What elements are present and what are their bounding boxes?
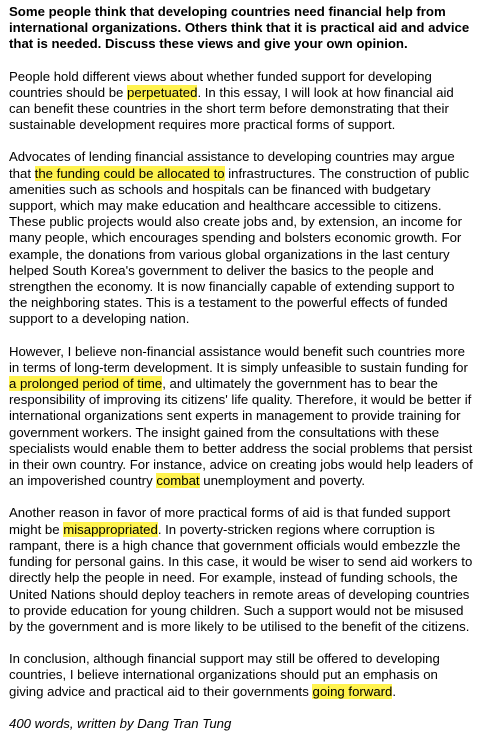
paragraph-introduction xyxy=(9,69,473,134)
text-run: unemployment and poverty. xyxy=(199,473,366,489)
text-run: People hold different views about whether funded support for developing countries should be xyxy=(9,68,432,100)
paragraph-body-2 xyxy=(9,344,473,490)
highlighted-phrase: perpetuated xyxy=(127,84,198,100)
paragraph-body-1 xyxy=(9,149,473,327)
text-run: . xyxy=(392,683,397,699)
text-run: Advocates of lending financial assistance to developing countries may argue that xyxy=(9,149,455,181)
text-run: Another reason in favor of more practical forms of aid is that funded support might be xyxy=(9,505,451,537)
text-run: However, I believe non-financial assistance would benefit such countries more in terms of long-term development. It is simply unfeasible to sustain funding for xyxy=(9,343,468,375)
text-run: , and ultimately the government has to bear the responsibility of improving its citizens' life quality. Therefore, it would be better if international organizations sent experts in management to provide training for government workers. The insight gained from the consultations with these specialists would enable them to better address the social problems that persist in their own country. For instance, advice on creating jobs would help leaders of an impoverished country xyxy=(9,376,473,489)
byline: 400 words, written by Dang Tran Tung xyxy=(9,715,232,731)
highlighted-phrase: combat xyxy=(156,473,200,489)
highlighted-phrase: going forward xyxy=(312,683,393,699)
highlighted-phrase: the funding could be allocated to xyxy=(34,165,225,181)
paragraph-body-3 xyxy=(9,505,473,635)
text-run: . In this essay, I will look at how financial aid can benefit these countries in the short term before demonstrating that their sustainable development requires more practical forms of support. xyxy=(9,84,454,133)
essay-prompt: Some people think that developing countries need financial help from international organizations. Others think that it is practical aid and advice that is needed. Discuss these views and give your own opinion. xyxy=(9,4,470,52)
highlighted-phrase: misappropriated xyxy=(63,521,158,537)
highlighted-phrase: a prolonged period of time xyxy=(9,376,163,392)
paragraph-conclusion xyxy=(9,651,473,700)
text-run: infrastructures. The construction of public amenities such as schools and hospitals can be financed with budgetary support, which may make education and healthcare accessible to citizens. These public projects would also create jobs and, by extension, an income for many people, which encourages spending and bolsters economic growth. For example, the donations from various global organizations in the last century helped South Korea's government to deliver the basics to the people and strengthen the economy. It is now financially capable of extending support to the neighboring states. This is a testament to the powerful effects of funded support to a developing nation. xyxy=(9,165,470,327)
text-run: In conclusion, although financial support may still be offered to developing countries, I believe international organizations should put an emphasis on giving advice and practical aid to their governments xyxy=(9,651,440,699)
text-run: . In poverty-stricken regions where corruption is rampant, there is a high chance that government officials would embezzle the funding for personal gains. In this case, it would be wiser to send aid workers to directly help the people in need. For example, instead of funding schools, the United Nations should deploy teachers in remote areas of developing countries to provide education for young children. Such a support would not be misused by the government and is more likely to be utilised to the benefit of the citizens. xyxy=(9,521,473,634)
